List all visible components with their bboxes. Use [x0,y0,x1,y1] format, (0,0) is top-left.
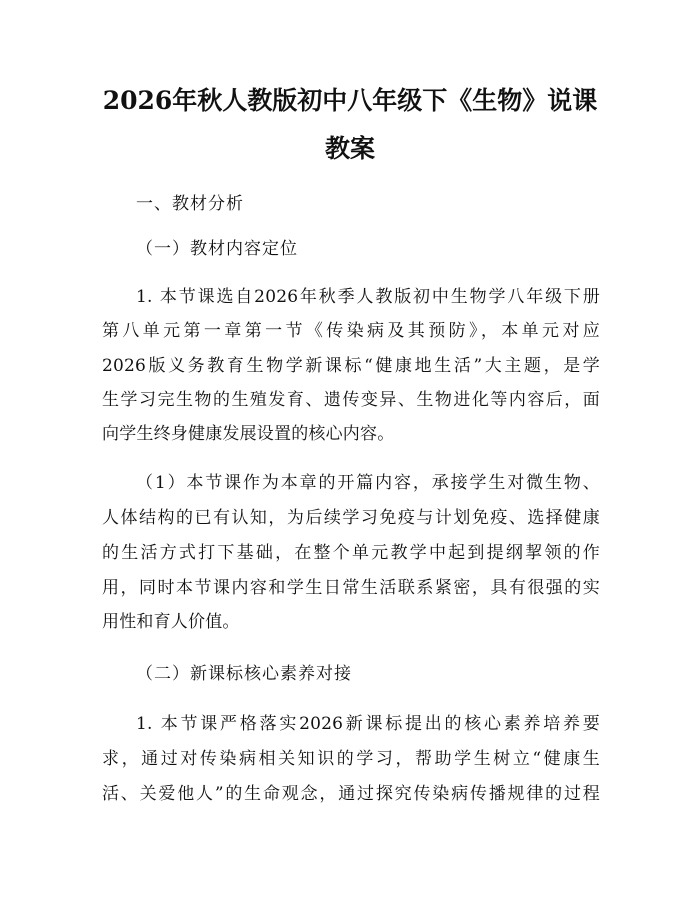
document-title-line-1: 2026年秋人教版初中八年级下《生物》说课 [102,86,598,115]
paragraph-2-line-5: 用性和育人价值。 [102,612,240,632]
paragraph-3-line-1: 1. 本节课严格落实2026新课标提出的核心素养培养要 [136,714,600,734]
paragraph-2-line-2: 人体结构的已有认知，为后续学习免疫与计划免疫、选择健康 [102,508,600,528]
section-heading-textbook-analysis: 一、教材分析 [136,194,244,214]
paragraph-1-line-1: 1. 本节课选自2026年秋季人教版初中生物学八年级下册 [136,287,600,307]
paragraph-1-line-4: 生学习完生物的生殖发育、遗传变异、生物进化等内容后，面 [102,390,600,410]
paragraph-1-line-5: 向学生终身健康发展设置的核心内容。 [102,424,395,444]
paragraph-2-line-3: 的生活方式打下基础，在整个单元教学中起到提纲挈领的作 [102,543,600,563]
paragraph-3-line-2: 求，通过对传染病相关知识的学习，帮助学生树立“健康生 [102,749,600,769]
paragraph-1-line-3: 2026版义务教育生物学新课标“健康地生活”大主题，是学 [102,356,600,376]
subsection-heading-content-positioning: （一）教材内容定位 [136,239,298,259]
paragraph-3-line-3: 活、关爱他人”的生命观念，通过探究传染病传播规律的过程 [102,784,600,804]
paragraph-2-line-4: 用，同时本节课内容和学生日常生活联系紧密，具有很强的实 [102,578,600,598]
paragraph-2-line-1: （1）本节课作为本章的开篇内容，承接学生对微生物、 [136,473,600,493]
paragraph-1-line-2: 第八单元第一章第一节《传染病及其预防》，本单元对应 [102,321,600,341]
subsection-heading-core-literacy: （二）新课标核心素养对接 [136,664,352,684]
document-title-line-2: 教案 [324,134,375,163]
